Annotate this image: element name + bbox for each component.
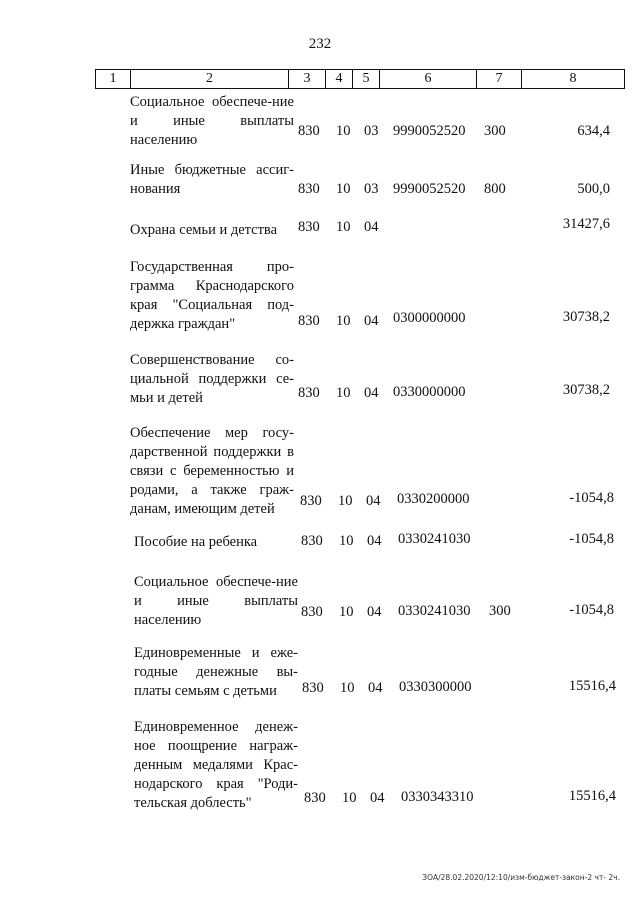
- row-name: Пособие на ребенка: [134, 534, 258, 550]
- row-rz: 10: [339, 533, 354, 549]
- row-pr: 04: [367, 533, 382, 549]
- row-pr: 04: [368, 680, 383, 696]
- footer-filename: ЗОА/28.02.2020/12:10/изм-бюджет-закон-2 чт- 2ч.: [422, 873, 620, 882]
- row-pr: 03: [364, 123, 379, 139]
- row-csr: 0330343310: [401, 789, 474, 805]
- header-col-3: 3: [288, 70, 325, 88]
- row-name: Единовременные и еже-годные денежные вы-платы семьям с детьми: [134, 645, 298, 699]
- row-csr: 0300000000: [393, 310, 466, 326]
- row-csr: 0330000000: [393, 384, 466, 400]
- row-vr: 300: [484, 123, 506, 139]
- row-name: Социальное обеспече-ние и иные выплаты населению: [134, 574, 298, 628]
- header-col-2: 2: [130, 70, 288, 88]
- row-name: Единовременное денеж-ное поощрение награж-денным медалями Крас-нодарского края "Роди-тельская доблесть": [134, 719, 298, 811]
- row-sum: 30738,2: [562, 382, 610, 398]
- row-ved: 830: [298, 123, 320, 139]
- row-ved: 830: [298, 219, 320, 235]
- row-sum: -1054,8: [569, 490, 614, 506]
- row-sum: 30738,2: [562, 309, 610, 325]
- row-ved: 830: [304, 790, 326, 806]
- row-rz: 10: [336, 385, 351, 401]
- row-vr: 800: [484, 181, 506, 197]
- row-sum: -1054,8: [569, 602, 614, 618]
- row-sum: 500,0: [577, 181, 610, 197]
- row-name: Иные бюджетные ассиг-нования: [130, 162, 294, 197]
- row-ved: 830: [298, 313, 320, 329]
- row-rz: 10: [339, 604, 354, 620]
- row-csr: 9990052520: [393, 123, 466, 139]
- row-rz: 10: [336, 219, 351, 235]
- row-csr: 0330300000: [399, 679, 472, 695]
- row-sum: 15516,4: [568, 788, 616, 804]
- row-name: Государственная про-грамма Краснодарского края "Социальная под-держка граждан": [130, 259, 294, 332]
- row-ved: 830: [300, 493, 322, 509]
- row-csr: 0330200000: [397, 491, 470, 507]
- row-pr: 04: [364, 219, 379, 235]
- row-vr: 300: [489, 603, 511, 619]
- row-name: Социальное обеспече-ние и иные выплаты населению: [130, 94, 294, 148]
- header-col-4: 4: [325, 70, 352, 88]
- row-rz: 10: [340, 680, 355, 696]
- row-name: Охрана семьи и детства: [130, 222, 278, 238]
- header-col-8: 8: [521, 70, 625, 88]
- row-pr: 04: [367, 604, 382, 620]
- header-col-6: 6: [379, 70, 476, 88]
- row-rz: 10: [336, 123, 351, 139]
- row-pr: 04: [366, 493, 381, 509]
- row-rz: 10: [336, 181, 351, 197]
- row-sum: -1054,8: [569, 531, 614, 547]
- row-pr: 03: [364, 181, 379, 197]
- row-ved: 830: [301, 604, 323, 620]
- row-name: Обеспечение мер госу-дарственной поддержки в связи с беременностью и родами, а также граж-данам, имеющим детей: [130, 425, 294, 517]
- row-csr: 0330241030: [398, 603, 471, 619]
- row-ved: 830: [298, 181, 320, 197]
- row-csr: 9990052520: [393, 181, 466, 197]
- row-pr: 04: [364, 385, 379, 401]
- row-ved: 830: [301, 533, 323, 549]
- row-pr: 04: [370, 790, 385, 806]
- header-col-1: 1: [95, 70, 130, 88]
- page-number: 232: [308, 36, 332, 52]
- header-col-7: 7: [476, 70, 521, 88]
- row-sum: 31427,6: [562, 216, 610, 232]
- row-pr: 04: [364, 313, 379, 329]
- row-name: Совершенствование со-циальной поддержки се-мьи и детей: [130, 352, 294, 406]
- row-rz: 10: [338, 493, 353, 509]
- row-sum: 634,4: [577, 123, 610, 139]
- row-csr: 0330241030: [398, 531, 471, 547]
- row-rz: 10: [336, 313, 351, 329]
- row-ved: 830: [302, 680, 324, 696]
- header-col-5: 5: [352, 70, 379, 88]
- row-sum: 15516,4: [568, 678, 616, 694]
- row-rz: 10: [342, 790, 357, 806]
- row-ved: 830: [298, 385, 320, 401]
- table-header: [95, 69, 625, 89]
